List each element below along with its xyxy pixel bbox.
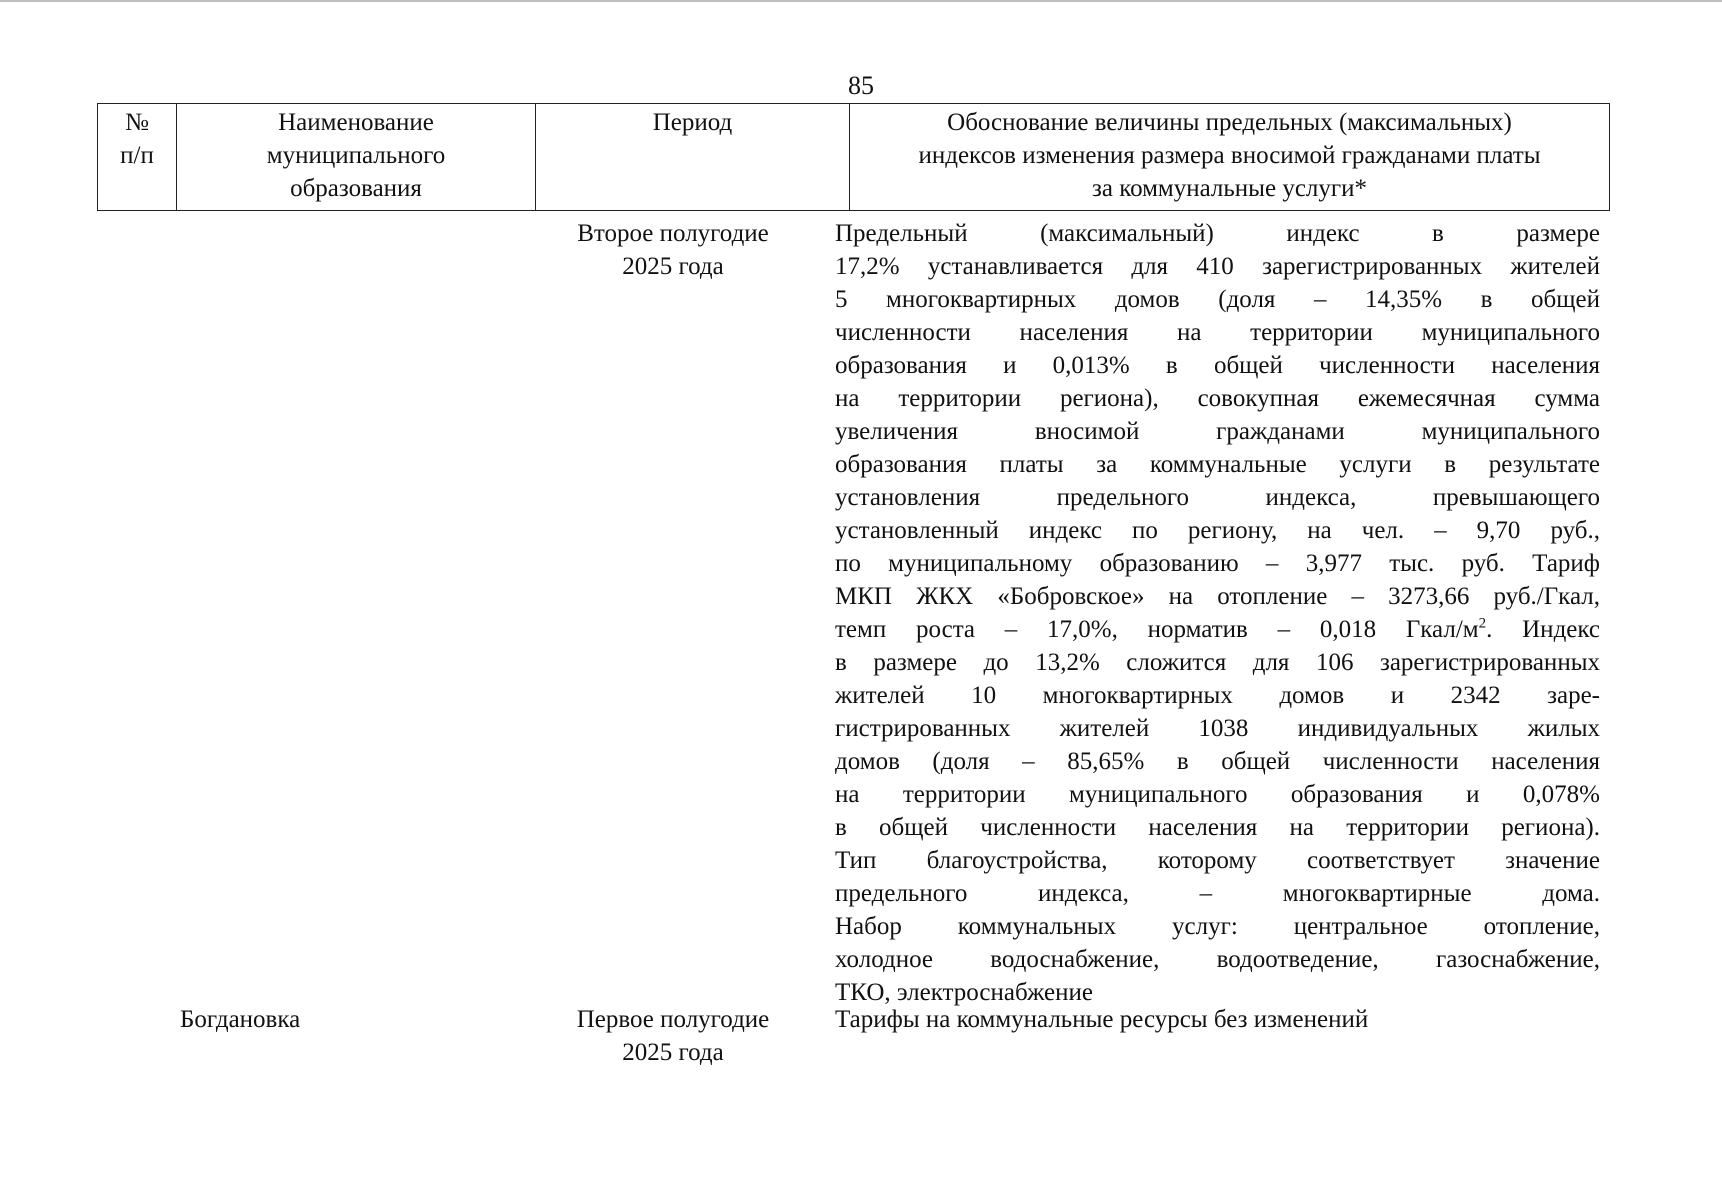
header-col-municipality-label: Наименование муниципального образования bbox=[266, 109, 446, 202]
justification-line: предельного индекса, – многоквартирные дома. bbox=[835, 880, 1600, 907]
justification-line: гистрированных жителей 1038 индивидуальных жилых bbox=[835, 715, 1600, 742]
justification-line: Набор коммунальных услуг: центральное отопление, bbox=[835, 913, 1600, 940]
header-col-justification bbox=[850, 104, 1610, 211]
row1-justification bbox=[835, 217, 1600, 1009]
justification-line: жителей 10 многоквартирных домов и 2342 заре- bbox=[835, 682, 1600, 709]
page-number: 85 bbox=[848, 71, 874, 100]
superscript: 2 bbox=[1478, 615, 1487, 632]
row1-period: Второе полугодие 2025 года bbox=[577, 220, 769, 280]
justification-line: ТКО, электроснабжение bbox=[835, 979, 1093, 1006]
justification-line: 17,2% устанавливается для 410 зарегистрированных жителей bbox=[835, 253, 1600, 280]
header-col-period-label: Период bbox=[652, 109, 733, 136]
justification-line: на территории региона), совокупная ежемесячная сумма bbox=[835, 385, 1600, 412]
justification-line-with-superscript bbox=[835, 613, 1600, 646]
justification-line: образования и 0,013% в общей численности населения bbox=[835, 352, 1600, 379]
justification-line: в общей численности населения на территории региона). bbox=[835, 814, 1600, 841]
table-header bbox=[97, 103, 1610, 211]
header-col-period bbox=[536, 104, 850, 211]
justification-line: МКП ЖКХ «Бобровское» на отопление – 3273,66 руб./Гкал, bbox=[835, 583, 1600, 610]
justification-line: 5 многоквартирных домов (доля – 14,35% в общей bbox=[835, 286, 1600, 313]
justification-line: установления предельного индекса, превышающего bbox=[835, 484, 1600, 511]
justification-line: образования платы за коммунальные услуги в результате bbox=[835, 451, 1600, 478]
row2-justification: Тарифы на коммунальные ресурсы без изменений bbox=[835, 1006, 1369, 1033]
justification-line: на территории муниципального образования и 0,078% bbox=[835, 781, 1600, 808]
justification-line: установленный индекс по региону, на чел. – 9,70 руб., bbox=[835, 517, 1600, 544]
row2-period: Первое полугодие 2025 года bbox=[576, 1006, 770, 1066]
header-col-number bbox=[98, 104, 177, 211]
justification-line: увеличения вносимой гражданами муниципального bbox=[835, 418, 1600, 445]
justification-line: Предельный (максимальный) индекс в размере bbox=[835, 220, 1600, 247]
justification-line: по муниципальному образованию – 3,977 тыс. руб. Тариф bbox=[835, 550, 1600, 577]
justification-line: численности населения на территории муниципального bbox=[835, 319, 1600, 346]
justification-line: Тип благоустройства, которому соответствует значение bbox=[835, 847, 1600, 874]
justification-line: в размере до 13,2% сложится для 106 зарегистрированных bbox=[835, 649, 1600, 676]
line-tail: . Индекс bbox=[1486, 616, 1600, 643]
row2-municipality-name: Богдановка bbox=[180, 1006, 301, 1033]
header-col-municipality bbox=[177, 104, 536, 211]
justification-line: домов (доля – 85,65% в общей численности населения bbox=[835, 748, 1600, 775]
justification-line: холодное водоснабжение, водоотведение, газоснабжение, bbox=[835, 946, 1600, 973]
header-col-number-label: № п/п bbox=[120, 109, 154, 169]
header-col-justification-label: Обоснование величины предельных (максимальных) индексов изменения размера вносимой гражданами платы за коммунальные услуги* bbox=[918, 109, 1541, 202]
page-top-rule bbox=[0, 0, 1722, 2]
line-text: темп роста – 17,0%, норматив – 0,018 Гкал/м bbox=[835, 616, 1479, 643]
